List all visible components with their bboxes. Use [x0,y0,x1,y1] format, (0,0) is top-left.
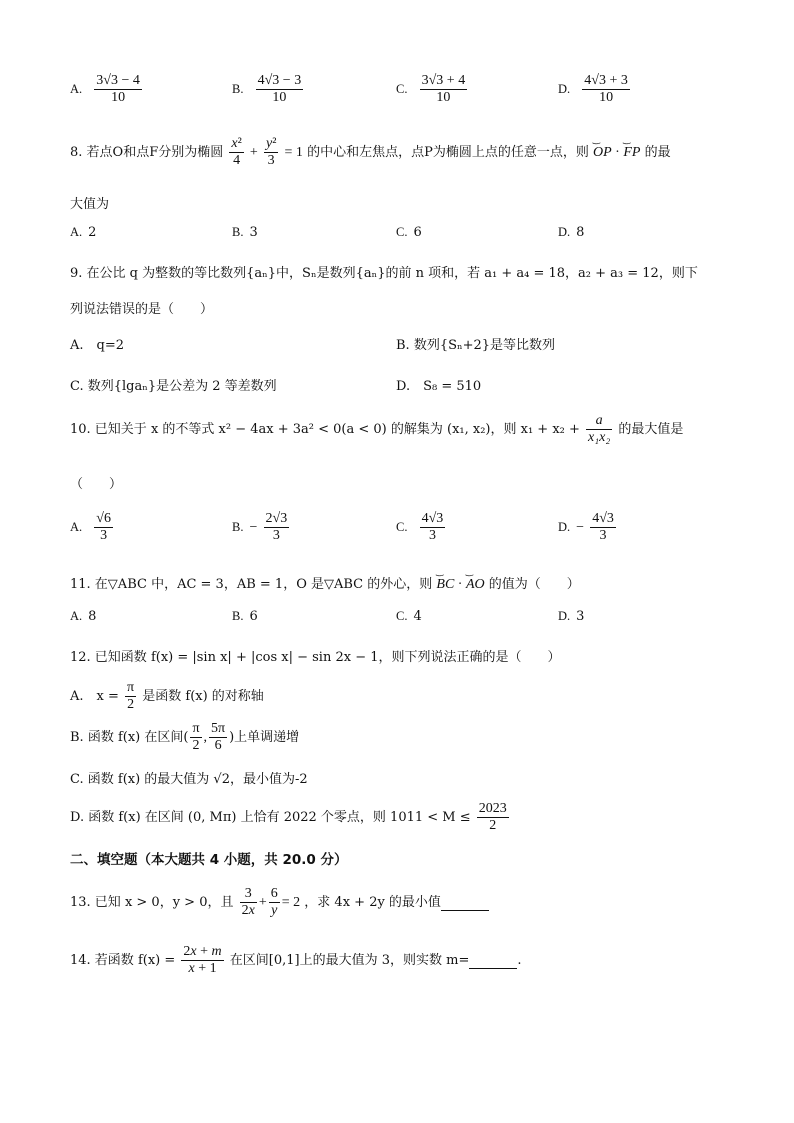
q10-fraction: $\frac{a}{\text{x₁x₂}}$ [588,413,611,445]
q11-option-d: D. 3 [558,609,585,624]
q14-answer-blank[interactable] [469,953,517,969]
q7-option-b: B. $\frac{4√3 - 3}{10}$ [232,73,302,105]
q7-option-a: A. $\frac{3√3 - 4}{10}$ [70,73,140,105]
q10-option-b: B. − $\frac{2√3}{3}$ [232,511,288,543]
q7-a-denominator: 10 [111,90,126,105]
q7-b-numerator: 4√3 − 3 [257,73,302,88]
q11-stem: 11. 在▽ABC 中，AC = 3，AB = 1，O 是▽ABC 的外心，则 ‿ BC · ‿ AO 的值为（ ） [70,573,580,593]
q7-option-d: D. $\frac{4√3 + 3}{10}$ [558,73,628,105]
q10-option-c: C. $\frac{4√3}{3}$ [396,511,444,543]
q9-stem-line2: 列说法错误的是（ ） [70,302,214,317]
q8-option-c: C. 6 [396,225,422,240]
q12-option-d: D. 函数 f(x) 在区间 (0, Mπ) 上恰有 2022 个零点，则 1011 < M ≤ $\frac{2023}{2}$ [70,801,507,833]
q7-d-denominator: 10 [599,90,614,105]
q8-stem-line2: 大值为 [70,197,110,212]
vector-fp: ‿ FP [623,145,640,161]
section-fill-in-blank-heading: 二、填空题（本大题共 4 小题，共 20.0 分） [70,852,348,868]
q9-option-a: A. q=2 [70,338,125,353]
q9-option-c: C. 数列{lgaₙ}是公差为 2 等差数列 [70,379,277,394]
q14-stem: 14. 若函数 f(x) = $\frac{2x + m}{x + 1}$ 在区间[0,1]上的最大值为 3，则实数 m= . [70,944,522,976]
q10-option-a: A. $\frac{√6}{3}$ [70,511,111,543]
q7-d-numerator: 4√3 + 3 [584,73,628,88]
vector-ao: ‿ AO [466,577,485,593]
q12-stem: 12. 已知函数 f(x) = |sin x| + |cos x| − sin 2x − 1，则下列说法正确的是（ ） [70,650,561,665]
q9-option-b: B. 数列{Sₙ+2}是等比数列 [396,338,556,353]
q7-c-numerator: 3√3 + 4 [421,73,466,88]
q13-answer-blank[interactable] [441,895,489,911]
q11-option-a: A. 8 [70,609,97,624]
q12-option-a: A. x = $\frac{\pi}{2}$ 是函数 f(x) 的对称轴 [70,680,264,712]
q7-a-numerator: 3√3 − 4 [96,73,140,88]
q7-b-denominator: 10 [272,90,287,105]
q12-option-c: C. 函数 f(x) 的最大值为 √2，最小值为-2 [70,772,308,787]
q9-option-d: D. S₈ = 510 [396,379,482,394]
q13-stem: 13. 已知 x > 0，y > 0，且 $\frac{3}{2x}$ + $\frac{6}{y}$ = 2 ，求 4x + 2y 的最小值 [70,886,489,919]
q12-option-b: B. 函数 f(x) 在区间( $\frac{\pi}{2}$ , $\frac{5\pi}{6}$ )上单调递增 [70,721,300,753]
q10-stem-line1: 10. 已知关于 x 的不等式 x² − 4ax + 3a² < 0(a < 0) 的解集为 (x₁, x₂)，则 x₁ + x₂ + $\frac{a}{\text{x₁x₂}}$ 的最大值是 [70,413,684,445]
vector-bc: ‿ BC [436,577,454,593]
vector-op: ‿ OP [593,145,612,161]
q7-option-c: C. $\frac{3√3 + 4}{10}$ [396,73,466,105]
q8-option-a: A. 2 [70,225,97,240]
ellipse-y-term: $\frac{\text{y²}}{3}$ [265,136,277,168]
q9-stem-line1: 9. 在公比 q 为整数的等比数列{aₙ}中，Sₙ是数列{aₙ}的前 n 项和，若 a₁ + a₄ = 18，a₂ + a₃ = 12，则下 [70,266,698,281]
q8-option-d: D. 8 [558,225,585,240]
q10-option-d: D. − $\frac{4√3}{3}$ [558,511,614,543]
q11-option-b: B. 6 [232,609,258,624]
ellipse-x-term: $\frac{\text{x²}}{4}$ [231,136,242,168]
q7-c-denominator: 10 [436,90,451,105]
q11-option-c: C. 4 [396,609,422,624]
q8-stem-line1: 8. 若点O和点F分别为椭圆 $\frac{\text{x²}}{4}$ + $\frac{\text{y²}}{3}$ = 1 的中心和左焦点，点P为椭圆上点的任意一点，则 ‿ OP · ‿ FP 的最 [70,136,671,169]
q10-stem-line2: （ ） [70,477,123,492]
q8-option-b: B. 3 [232,225,258,240]
